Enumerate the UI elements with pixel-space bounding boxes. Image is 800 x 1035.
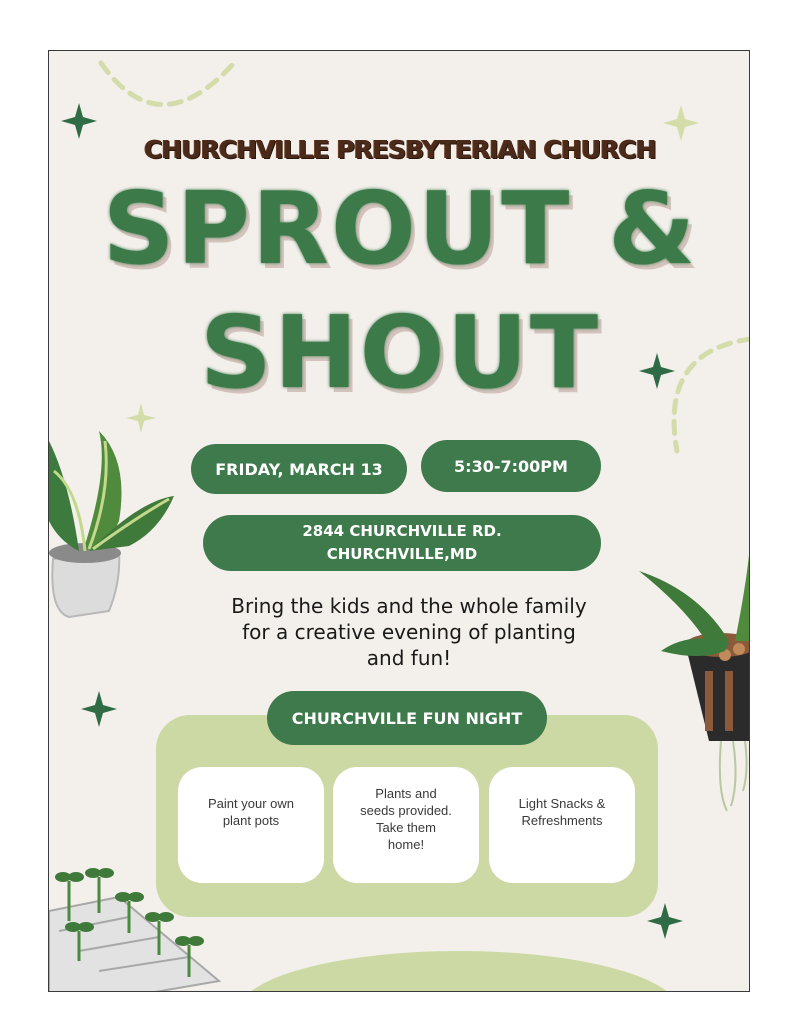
title-line-2: SHOUT [199, 294, 601, 411]
time-pill: 5:30-7:00PM [421, 440, 601, 492]
date-pill: FRIDAY, MARCH 13 [191, 444, 407, 494]
card-line: seeds provided. [360, 803, 452, 818]
card-line: Take them [376, 820, 436, 835]
card-line: Plants and [375, 786, 437, 801]
sparkle-icon [126, 403, 156, 433]
card-line: home! [387, 837, 425, 852]
activity-card-snacks [489, 767, 635, 883]
tagline-line-3: and fun! [366, 646, 452, 670]
tagline [159, 593, 659, 671]
tagline-line-1: Bring the kids and the whole family [231, 594, 587, 618]
card-line: plant pots [222, 813, 280, 828]
address-line-2: CHURCHVILLE,MD [326, 545, 478, 563]
activity-card-plants [333, 767, 479, 883]
fun-night-title: CHURCHVILLE FUN NIGHT [267, 691, 547, 745]
card-line: Paint your own [208, 796, 294, 811]
address-pill [203, 515, 601, 571]
church-name: CHURCHVILLE PRESBYTERIAN CHURCH [144, 135, 656, 164]
card-line: Refreshments [521, 813, 603, 828]
sparkle-icon [647, 903, 683, 939]
tagline-line-2: for a creative evening of planting [242, 620, 576, 644]
sparkle-icon [81, 691, 117, 727]
activity-card-paint [178, 767, 324, 883]
address-line-1: 2844 CHURCHVILLE RD. [302, 521, 502, 540]
dashed-arc-top [101, 63, 234, 105]
leafy-plant-pot [49, 431, 174, 617]
title-line-1: SPROUT & [102, 170, 698, 287]
card-line: Light Snacks & [518, 796, 606, 811]
sparkle-icon [61, 103, 97, 139]
flyer [48, 50, 750, 992]
